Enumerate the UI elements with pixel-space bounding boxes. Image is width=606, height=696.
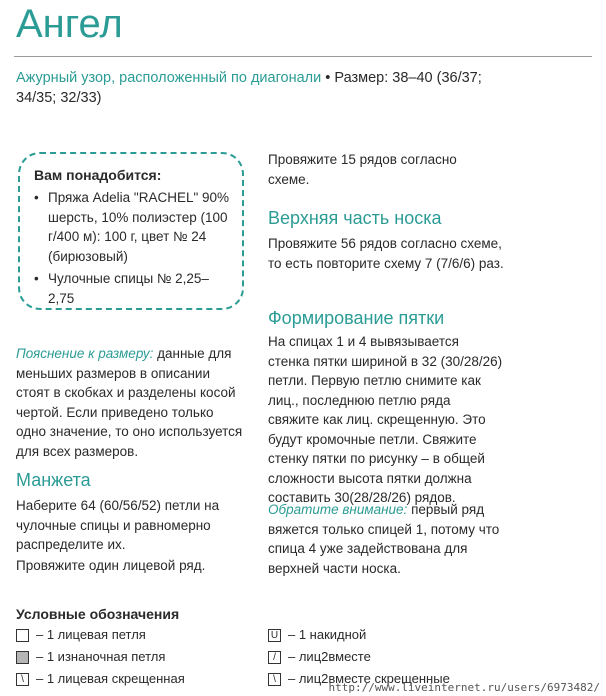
purl-stitch-icon xyxy=(16,651,29,664)
materials-heading: Вам понадобится: xyxy=(34,167,162,183)
size-line-2: 34/35; 32/33) xyxy=(16,90,102,106)
legend-row-yarn-over xyxy=(268,626,518,644)
page-title: Ангел xyxy=(16,2,123,46)
knit-stitch-icon xyxy=(16,629,29,642)
materials-item-yarn: • Пряжа Adelia "RACHEL" 90% шерсть, 10% полиэстер (100 г/400 м): 100 г, цвет № 24 (бирюзовый) xyxy=(34,188,232,266)
legend-title: Условные обозначения xyxy=(16,606,180,622)
legend-row-twisted xyxy=(16,670,256,688)
upper-heading: Верхняя часть носка xyxy=(268,208,442,228)
cuff-text-1: Наберите 64 (60/56/52) петли на чулочные спицы и равномерно распределите их. xyxy=(16,498,220,552)
heel-heading: Формирование пятки xyxy=(268,308,445,328)
legend-yarn-over-label: – 1 накидной xyxy=(288,627,367,642)
subtitle-bullet: • xyxy=(325,70,331,86)
k2tog-tbl-icon: \ xyxy=(268,673,281,686)
materials-list xyxy=(34,188,232,308)
legend-knit-label: – 1 лицевая петля xyxy=(36,627,146,642)
size-line-1: Размер: 38–40 (36/37; xyxy=(334,70,482,86)
subtitle xyxy=(16,68,601,108)
size-note-text: данные для меньших размеров в описании стоят в скобках и разделены косой чертой. Если приведено только одно значение, то оно используется для всех размеров. xyxy=(16,346,243,459)
heel-text: На спицах 1 и 4 вывязывается стенка пятки шириной в 32 (30/28/26) петли. Первую петлю снимите как лиц., последнюю петлю ряда свяжите как лиц. скрещенную. Это будут кромочные петли. Свяжите стенку пятки по рисунку – в общей сложности высота пятки должна составить 30(28/28/26) рядов. xyxy=(268,334,503,505)
twisted-stitch-icon: \ xyxy=(16,673,29,686)
materials-box xyxy=(18,152,244,310)
legend-row-knit xyxy=(16,626,256,644)
legend-row-purl xyxy=(16,648,256,666)
yarn-over-icon: U xyxy=(268,629,281,642)
watermark-url: http://www.liveinternet.ru/users/6973482/ xyxy=(328,681,600,694)
legend-twisted-label: – 1 лицевая скрещенная xyxy=(36,671,185,686)
legend-row-k2tog xyxy=(268,648,518,666)
upper-text: Провяжите 56 рядов согласно схеме, то есть повторите схему 7 (7/6/6) раз. xyxy=(268,236,504,271)
attention-note xyxy=(268,500,504,578)
legend-right xyxy=(268,626,518,688)
cuff-heading: Манжета xyxy=(16,470,91,490)
legend-k2tog-label: – лиц2вместе xyxy=(288,649,371,664)
title-divider xyxy=(14,56,592,57)
legend-k2tog-tbl-label: – лиц2вместе скрещенные xyxy=(288,671,450,686)
k2tog-icon: / xyxy=(268,651,281,664)
materials-item-needles: • Чулочные спицы № 2,25–2,75 xyxy=(34,269,232,308)
size-note-lead: Пояснение к размеру: xyxy=(16,346,154,361)
cuff-text-2: Провяжите один лицевой ряд. xyxy=(16,558,206,573)
legend-left xyxy=(16,626,256,688)
rows-text: Провяжите 15 рядов согласно схеме. xyxy=(268,152,457,187)
attention-text: первый ряд вяжется только спицей 1, потому что спица 4 уже задействована для верхней части носка. xyxy=(268,502,500,576)
attention-lead: Обратите внимание: xyxy=(268,502,408,517)
pattern-description: Ажурный узор, расположенный по диагонали xyxy=(16,70,322,86)
size-note xyxy=(16,344,246,461)
legend-purl-label: – 1 изнаночная петля xyxy=(36,649,166,664)
